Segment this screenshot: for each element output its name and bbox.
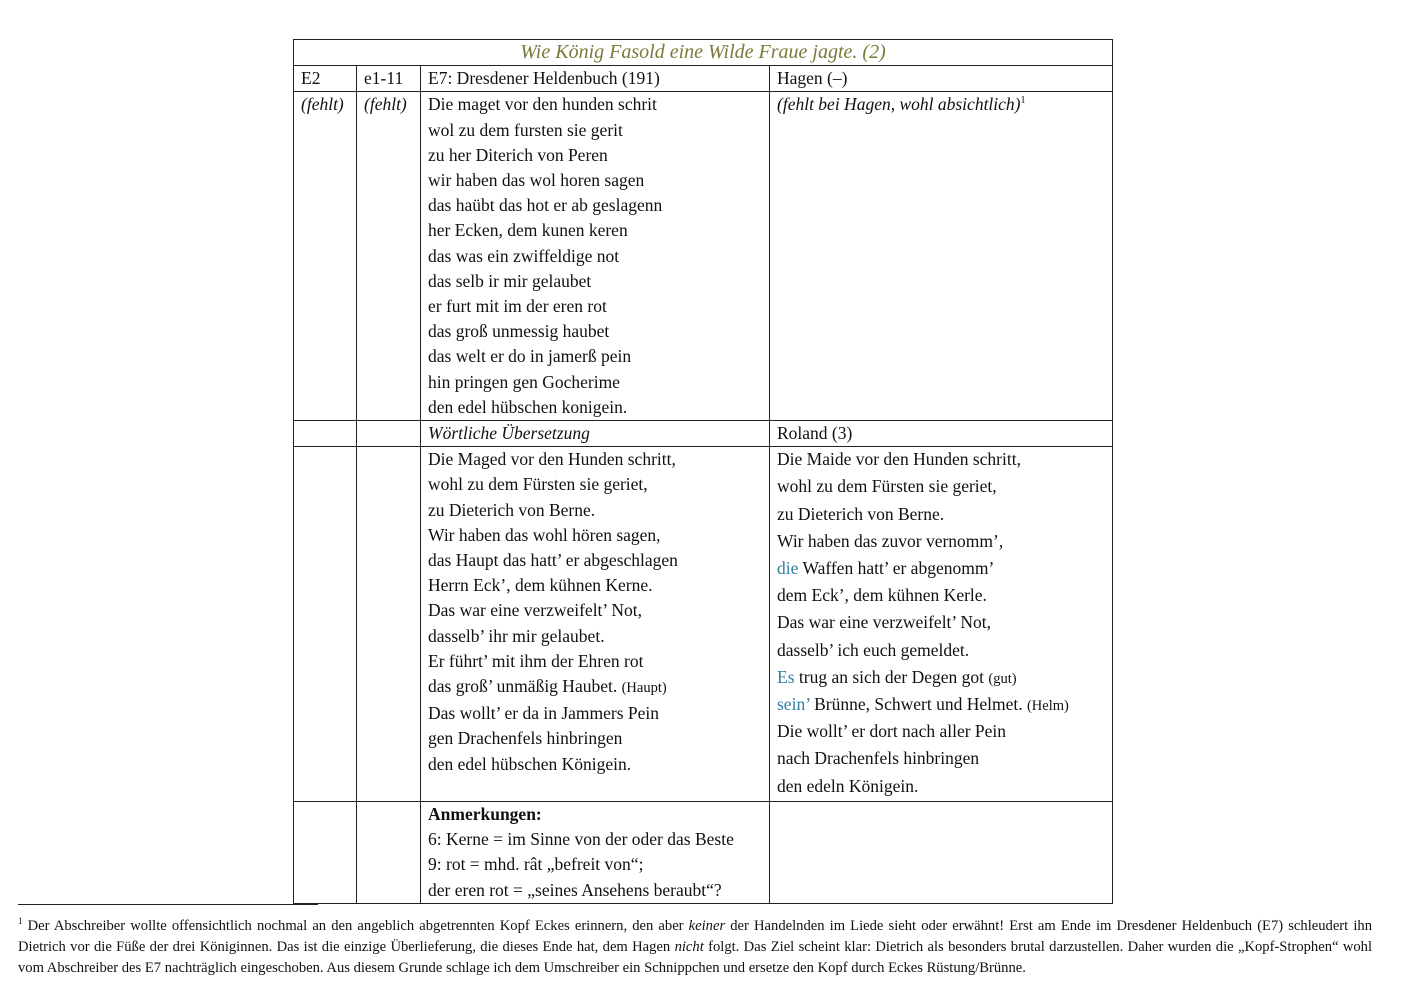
header-e2: E2	[294, 66, 357, 92]
title-row	[294, 40, 1113, 66]
verse-line: Das wollt’ er da in Jammers Pein	[428, 703, 660, 724]
changed-word: Es	[777, 666, 795, 687]
verse-line: das haübt das hot er ab geslagenn	[428, 195, 663, 216]
gloss-note: (gut)	[988, 670, 1017, 687]
verse-line: Die maget vor den hunden schrit	[428, 94, 657, 115]
gloss-note: (Haupt)	[621, 680, 667, 697]
subheader-row	[294, 421, 1113, 447]
verse-line: wol zu dem fursten sie gerit	[428, 119, 623, 140]
verse-line: sein’ Brünne, Schwert und Helmet. (Helm)	[777, 694, 1069, 715]
verse-line: dem Eck’, dem kühnen Kerle.	[777, 585, 987, 606]
verse-line: dasselb’ ihr mir gelaubet.	[428, 625, 605, 646]
notes-cell	[421, 801, 770, 903]
verse-line: gen Drachenfels hinbringen	[428, 728, 623, 749]
verse-line: wohl zu dem Fürsten sie geriet,	[777, 476, 997, 497]
verse-line: den edeln Königein.	[777, 775, 919, 796]
verse-line: zu Dieterich von Berne.	[428, 499, 596, 520]
verse-line: Er führt’ mit ihm der Ehren rot	[428, 650, 644, 671]
verse-line: hin pringen gen Gocherime	[428, 371, 620, 392]
footnote-ref[interactable]: 1	[1020, 95, 1026, 107]
header-e7: E7: Dresdener Heldenbuch (191)	[421, 66, 770, 92]
hagen-note: (fehlt bei Hagen, wohl absichtlich)	[777, 94, 1021, 115]
verse-line: zu Dieterich von Berne.	[777, 503, 945, 524]
verse-line: nach Drachenfels hinbringen	[777, 748, 980, 769]
e1-11-missing: (fehlt)	[357, 92, 421, 421]
changed-word: die	[777, 558, 799, 579]
verse-line: wohl zu dem Fürsten sie geriet,	[428, 474, 648, 495]
verse-line: Wir haben das wohl hören sagen,	[428, 524, 661, 545]
translation-header: Wörtliche Übersetzung	[421, 421, 770, 447]
header-hagen: Hagen (–)	[770, 66, 1113, 92]
footnote-mark: 1	[18, 916, 23, 927]
e7-text	[421, 92, 770, 421]
verse-line: das Haupt das hatt’ er abgeschlagen	[428, 550, 678, 571]
verse-line: Es trug an sich der Degen got (gut)	[777, 666, 1017, 687]
verse-line: er furt mit im der eren rot	[428, 296, 607, 317]
verse-line: Das war eine verzweifelt’ Not,	[777, 612, 991, 633]
e2-missing: (fehlt)	[294, 92, 357, 421]
header-row	[294, 66, 1113, 92]
verse-line: Das war eine verzweifelt’ Not,	[428, 600, 642, 621]
verse-line: den edel hübschen Königein.	[428, 753, 632, 774]
original-row	[294, 92, 1113, 421]
note-line: der eren rot = „seines Ansehens beraubt“?	[428, 879, 722, 900]
header-e1-11: e1-11	[357, 66, 421, 92]
roland-header: Roland (3)	[770, 421, 1113, 447]
table-title: Wie König Fasold eine Wilde Fraue jagte. (2)	[294, 40, 1113, 66]
verse-line: Die Maged vor den Hunden schritt,	[428, 449, 676, 470]
verse-line: die Waffen hatt’ er abgenomm’	[777, 558, 995, 579]
verse-line	[428, 674, 762, 701]
comparison-table	[293, 39, 1113, 904]
notes-row	[294, 801, 1113, 903]
verse-line: dasselb’ ich euch gemeldet.	[777, 639, 970, 660]
footnote-text: $^1$ Der Abschreiber wollte offensichtlich nochmal an den angeblich abgetrennten Kopf Eckes erinnern, den aber keiner der Handelnden im Liede sieht oder erwähnt! Erst am Ende im Dresdener Heldenbuch (E7) schleudert ihn Dietrich vor die Füße der drei Königinnen. Das ist die einzige Überlieferung, die dieses Ende hat, dem Hagen nicht folgt. Das Ziel scheint klar: Dietrich als besonders brutal darzustellen. Daher wurden die „Kopf-Strophen“ wohl vom Abschreiber des E7 nachträglich eingeschoben. Aus diesem Grunde schlage ich dem Umschreiber ein Schnippchen und ersetze den Kopf durch Eckes Rüstung/Brünne.	[18, 916, 1373, 976]
verse-line: Herrn Eck’, dem kühnen Kerne.	[428, 575, 653, 596]
verse-line: das was ein zwiffeldige not	[428, 245, 620, 266]
verse-line: den edel hübschen konigein.	[428, 396, 628, 417]
gloss-note: (Helm)	[1026, 698, 1069, 715]
verse-line: her Ecken, dem kunen keren	[428, 220, 628, 241]
verse-line: Wir haben das zuvor vernomm’,	[777, 530, 1004, 551]
verse-line: das selb ir mir gelaubet	[428, 270, 592, 291]
note-line: 6: Kerne = im Sinne von der oder das Beste	[428, 829, 734, 850]
verse-line: Die Maide vor den Hunden schritt,	[777, 449, 1021, 470]
notes-title: Anmerkungen:	[428, 803, 542, 824]
hagen-text	[770, 92, 1113, 421]
translation-row	[294, 447, 1113, 802]
footnote-divider	[18, 904, 318, 905]
verse-line-text: das groß’ unmäßig Haubet.	[428, 676, 618, 697]
verse-line: wir haben das wol horen sagen	[428, 170, 645, 191]
roland-text	[770, 447, 1113, 802]
changed-word: sein’	[777, 694, 810, 715]
verse-line: das welt er do in jamerß pein	[428, 346, 632, 367]
translation-text	[421, 447, 770, 802]
verse-line: zu her Diterich von Peren	[428, 144, 608, 165]
verse-line: das groß unmessig haubet	[428, 321, 610, 342]
note-line: 9: rot = mhd. rât „befreit von“;	[428, 854, 644, 875]
verse-line: Die wollt’ er dort nach aller Pein	[777, 721, 1007, 742]
